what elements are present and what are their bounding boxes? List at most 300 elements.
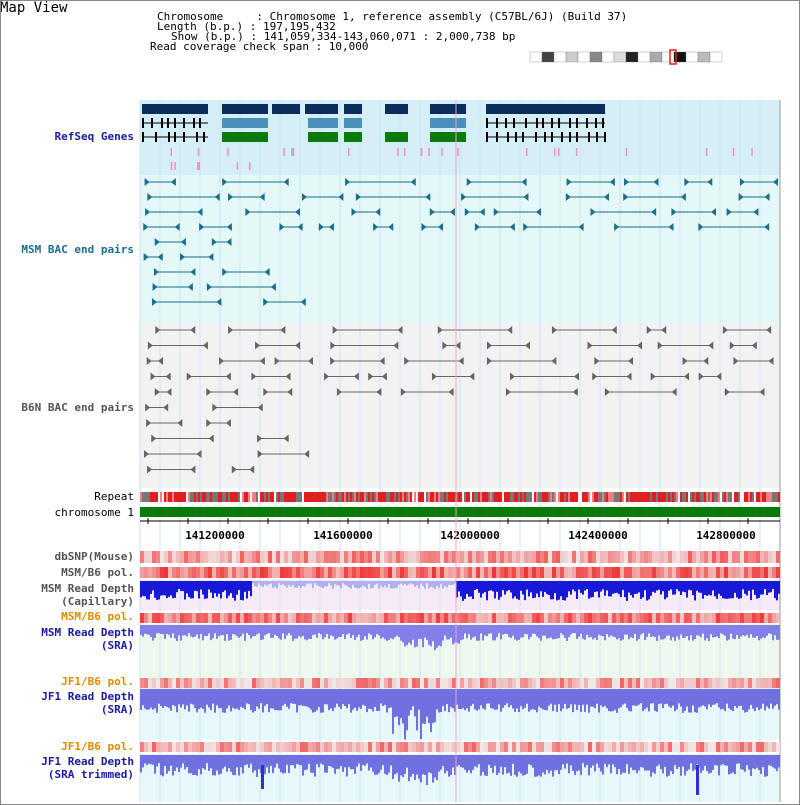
msm-depth-sra-bar xyxy=(244,625,246,641)
msm-depth-sra-bar xyxy=(724,625,726,636)
repeat-cell xyxy=(628,492,630,502)
jf1-depth-trim-bar xyxy=(458,755,460,765)
jf1-b6-pol-cell xyxy=(540,678,544,688)
msm-depth-sra-bar xyxy=(162,625,164,634)
jf1-depth-trim-bar xyxy=(584,755,586,767)
track-label-msm-bac[interactable]: MSM BAC end pairs xyxy=(21,243,134,256)
msm-depth-sra-bar xyxy=(190,625,192,636)
repeat-cell xyxy=(726,492,728,502)
jf1-depth-sra-bar xyxy=(354,689,356,708)
msm-b6-pol-2-cell xyxy=(768,613,772,623)
track-label-msm-b6-pol-2[interactable]: MSM/B6 pol. xyxy=(61,610,134,623)
dbsnp-cell xyxy=(160,551,164,563)
track-label-jf1-depth-trim-sub: (SRA trimmed) xyxy=(47,768,134,781)
jf1-depth-sra-bar xyxy=(766,689,768,707)
dbsnp-cell xyxy=(360,551,364,563)
jf1-depth-trim-bar xyxy=(536,755,538,776)
jf1-depth-trim-bar xyxy=(732,755,734,772)
msm-depth-sra-bar xyxy=(260,625,262,640)
jf1-depth-trim-bar xyxy=(238,755,240,776)
jf1-b6-pol-cell xyxy=(736,678,740,688)
repeat-cell xyxy=(606,492,608,502)
jf1-b6-pol-2-cell xyxy=(280,742,284,752)
jf1-depth-trim-bar xyxy=(630,755,632,768)
jf1-depth-sra-bar xyxy=(464,689,466,710)
dbsnp-cell xyxy=(660,551,664,563)
track-label-jf1-depth-sra[interactable]: JF1 Read Depth xyxy=(41,690,134,703)
msm-b6-pol-cell xyxy=(692,567,696,578)
repeat-cell xyxy=(546,492,548,502)
jf1-b6-pol-cell xyxy=(480,678,484,688)
repeat-cell xyxy=(686,492,688,502)
jf1-depth-sra-bar xyxy=(656,689,658,712)
dbsnp-cell xyxy=(328,551,332,563)
jf1-b6-pol-2-cell xyxy=(548,742,552,752)
jf1-b6-pol-2-cell xyxy=(584,742,588,752)
msm-depth-sra-bar xyxy=(358,625,360,635)
jf1-b6-pol-cell xyxy=(700,678,704,688)
msm-b6-pol-cell xyxy=(188,567,192,578)
dbsnp-cell xyxy=(296,551,300,563)
jf1-depth-sra-bar xyxy=(294,689,296,704)
msm-b6-pol-cell xyxy=(576,567,580,578)
msm-depth-cap-bar xyxy=(574,581,576,591)
repeat-cell xyxy=(172,492,174,502)
jf1-depth-trim-bar xyxy=(220,755,222,774)
refseq-tick xyxy=(291,148,293,156)
jf1-depth-trim-bar xyxy=(278,755,280,769)
gene-block xyxy=(385,132,408,142)
gene-exon xyxy=(196,132,198,142)
msm-depth-sra-bar xyxy=(300,625,302,637)
jf1-depth-trim-bar xyxy=(490,755,492,768)
jf1-depth-sra-bar xyxy=(460,689,462,709)
msm-depth-sra-bar xyxy=(700,625,702,637)
dbsnp-cell xyxy=(276,551,280,563)
msm-depth-sra-bar xyxy=(744,625,746,636)
msm-depth-sra-bar xyxy=(572,625,574,633)
dbsnp-cell xyxy=(464,551,468,563)
msm-b6-pol-2-cell xyxy=(576,613,580,623)
jf1-depth-sra-bar xyxy=(446,689,448,704)
msm-b6-pol-2-cell xyxy=(456,613,460,623)
jf1-b6-pol-2-cell xyxy=(152,742,156,752)
msm-depth-cap-bar xyxy=(184,581,186,599)
dbsnp-cell xyxy=(700,551,704,563)
msm-depth-sra-bar xyxy=(400,625,402,641)
msm-b6-pol-cell xyxy=(448,567,452,578)
msm-b6-pol-2-cell xyxy=(328,613,332,623)
repeat-cell xyxy=(368,492,370,502)
msm-depth-cap-bar xyxy=(742,581,744,589)
msm-depth-sra-bar xyxy=(532,625,534,634)
jf1-depth-sra-bar xyxy=(150,689,152,708)
msm-depth-cap-bar xyxy=(700,581,702,593)
repeat-cell xyxy=(466,492,468,502)
jf1-b6-pol-cell xyxy=(272,678,276,688)
msm-depth-cap-bar xyxy=(532,581,534,598)
msm-depth-cap-bar xyxy=(264,581,266,585)
msm-depth-cap-bar xyxy=(294,581,296,588)
msm-depth-cap-bar xyxy=(290,581,292,587)
jf1-depth-trim-bar xyxy=(726,755,728,766)
jf1-depth-trim-bar xyxy=(404,755,406,774)
jf1-depth-trim-bar xyxy=(500,755,502,767)
msm-b6-pol-2-cell xyxy=(268,613,272,623)
gene-block xyxy=(430,104,466,114)
msm-depth-sra-bar xyxy=(304,625,306,639)
msm-depth-cap-bar xyxy=(730,581,732,598)
jf1-b6-pol-cell xyxy=(316,678,320,688)
jf1-depth-sra-bar xyxy=(428,689,430,723)
msm-b6-pol-2-cell xyxy=(448,613,452,623)
refseq-tick xyxy=(283,148,285,156)
jf1-depth-trim-bar xyxy=(406,755,408,768)
jf1-depth-sra-bar xyxy=(184,689,186,709)
jf1-depth-trim-bar xyxy=(550,755,552,771)
repeat-cell xyxy=(480,492,482,502)
msm-b6-pol-2-cell xyxy=(452,613,456,623)
jf1-depth-sra-bar xyxy=(244,689,246,709)
msm-depth-sra-bar xyxy=(698,625,700,636)
jf1-b6-pol-cell xyxy=(484,678,488,688)
jf1-depth-sra-bar xyxy=(674,689,676,711)
track-label-dbsnp[interactable]: dbSNP(Mouse) xyxy=(54,550,134,563)
track-label-jf1-b6-pol[interactable]: JF1/B6 pol. xyxy=(61,675,134,688)
msm-b6-pol-cell xyxy=(604,567,608,578)
msm-b6-pol-cell xyxy=(700,567,704,578)
jf1-depth-sra-bar xyxy=(700,689,702,706)
msm-depth-cap-bar xyxy=(440,581,442,584)
msm-depth-cap-bar xyxy=(606,581,608,590)
ideogram-band xyxy=(566,52,578,62)
jf1-depth-sra-bar xyxy=(194,689,196,708)
msm-b6-pol-cell xyxy=(680,567,684,578)
repeat-cell xyxy=(518,492,520,502)
jf1-depth-trim-bar xyxy=(702,755,704,770)
jf1-b6-pol-cell xyxy=(496,678,500,688)
msm-depth-cap-bar xyxy=(480,581,482,597)
msm-b6-pol-2-cell xyxy=(492,613,496,623)
jf1-b6-pol-cell xyxy=(668,678,672,688)
dbsnp-cell xyxy=(352,551,356,563)
msm-depth-cap-bar xyxy=(396,581,398,588)
msm-b6-pol-2-cell xyxy=(160,613,164,623)
msm-depth-cap-bar xyxy=(554,581,556,593)
jf1-b6-pol-2-cell xyxy=(312,742,316,752)
jf1-b6-pol-2-cell xyxy=(188,742,192,752)
jf1-b6-pol-2-cell xyxy=(528,742,532,752)
msm-b6-pol-cell xyxy=(556,567,560,578)
jf1-b6-pol-2-cell xyxy=(756,742,760,752)
dbsnp-cell xyxy=(384,551,388,563)
msm-b6-pol-2-cell xyxy=(424,613,428,623)
jf1-b6-pol-2-cell xyxy=(772,742,776,752)
repeat-cell xyxy=(772,492,774,502)
jf1-b6-pol-cell xyxy=(732,678,736,688)
repeat-cell xyxy=(312,492,314,502)
jf1-depth-trim-bar xyxy=(742,755,744,770)
repeat-cell xyxy=(576,492,578,502)
jf1-b6-pol-cell xyxy=(328,678,332,688)
jf1-depth-sra-bar xyxy=(612,689,614,711)
jf1-depth-sra-bar xyxy=(358,689,360,707)
msm-depth-cap-bar xyxy=(276,581,278,589)
repeat-cell xyxy=(442,492,444,502)
msm-depth-sra-bar xyxy=(196,625,198,634)
msm-depth-sra-bar xyxy=(618,625,620,638)
jf1-b6-pol-2-cell xyxy=(552,742,556,752)
msm-b6-pol-2-cell xyxy=(348,613,352,623)
jf1-depth-trim-bar xyxy=(578,755,580,770)
jf1-b6-pol-cell xyxy=(756,678,760,688)
repeat-cell xyxy=(318,492,320,502)
dbsnp-cell xyxy=(776,551,780,563)
msm-depth-sra-bar xyxy=(356,625,358,637)
jf1-depth-sra-bar xyxy=(772,689,774,709)
repeat-cell xyxy=(724,492,726,502)
msm-depth-sra-bar xyxy=(484,625,486,636)
msm-b6-pol-2-cell xyxy=(240,613,244,623)
msm-depth-sra-bar xyxy=(404,625,406,646)
jf1-b6-pol-cell xyxy=(344,678,348,688)
dbsnp-cell xyxy=(492,551,496,563)
msm-depth-cap-bar xyxy=(756,581,758,599)
msm-depth-cap-bar xyxy=(392,581,394,589)
jf1-depth-sra-bar xyxy=(752,689,754,709)
repeat-cell xyxy=(550,492,552,502)
msm-b6-pol-2-cell xyxy=(260,613,264,623)
msm-b6-pol-2-cell xyxy=(360,613,364,623)
jf1-depth-trim-bar xyxy=(352,755,354,769)
msm-depth-cap-bar xyxy=(622,581,624,590)
msm-b6-pol-2-cell xyxy=(172,613,176,623)
jf1-b6-pol-cell xyxy=(236,678,240,688)
jf1-b6-pol-2-cell xyxy=(692,742,696,752)
msm-depth-sra-bar xyxy=(524,625,526,634)
jf1-depth-trim-bar xyxy=(684,755,686,775)
dbsnp-cell xyxy=(716,551,720,563)
msm-depth-sra-bar xyxy=(630,625,632,637)
jf1-b6-pol-cell xyxy=(252,678,256,688)
jf1-depth-trim-bar xyxy=(432,755,434,783)
msm-b6-pol-cell xyxy=(564,567,568,578)
jf1-depth-trim-bar xyxy=(602,755,604,775)
msm-b6-pol-2-cell xyxy=(288,613,292,623)
msm-b6-pol-2-cell xyxy=(648,613,652,623)
jf1-depth-trim-bar xyxy=(198,755,200,769)
jf1-depth-sra-bar xyxy=(574,689,576,704)
msm-depth-cap-bar xyxy=(566,581,568,597)
dbsnp-cell xyxy=(444,551,448,563)
repeat-cell xyxy=(472,492,474,502)
repeat-cell xyxy=(672,492,674,502)
jf1-b6-pol-cell xyxy=(692,678,696,688)
msm-depth-sra-bar xyxy=(522,625,524,637)
msm-b6-pol-2-cell xyxy=(468,613,472,623)
msm-depth-sra-bar xyxy=(384,625,386,639)
repeat-cell xyxy=(314,492,316,502)
jf1-depth-trim-bar xyxy=(190,755,192,773)
jf1-b6-pol-cell xyxy=(616,678,620,688)
jf1-b6-pol-cell xyxy=(164,678,168,688)
msm-depth-cap-bar xyxy=(594,581,596,592)
jf1-depth-trim-bar xyxy=(776,755,778,771)
jf1-depth-trim-bar xyxy=(706,755,708,771)
jf1-depth-sra-bar xyxy=(542,689,544,710)
repeat-cell xyxy=(728,492,730,502)
jf1-depth-trim-bar xyxy=(206,755,208,763)
dbsnp-cell xyxy=(596,551,600,563)
jf1-depth-sra-bar xyxy=(342,689,344,704)
dbsnp-cell xyxy=(400,551,404,563)
repeat-cell xyxy=(594,492,596,502)
repeat-cell xyxy=(530,492,532,502)
track-label-msm-depth-cap-sub: (Capillary) xyxy=(61,595,134,608)
gene-exon xyxy=(507,132,509,142)
jf1-depth-trim-bar xyxy=(340,755,342,766)
msm-depth-sra-bar xyxy=(738,625,740,639)
msm-b6-pol-cell xyxy=(304,567,308,578)
jf1-b6-pol-2-cell xyxy=(196,742,200,752)
msm-depth-sra-bar xyxy=(712,625,714,637)
repeat-cell xyxy=(208,492,210,502)
msm-depth-sra-bar xyxy=(750,625,752,634)
jf1-b6-pol-cell xyxy=(380,678,384,688)
msm-b6-pol-2-cell xyxy=(708,613,712,623)
track-label-b6n-bac[interactable]: B6N BAC end pairs xyxy=(21,401,134,414)
msm-b6-pol-2-cell xyxy=(256,613,260,623)
jf1-depth-trim-bar xyxy=(648,755,650,771)
dbsnp-cell xyxy=(344,551,348,563)
jf1-depth-sra-bar xyxy=(568,689,570,708)
dbsnp-cell xyxy=(388,551,392,563)
jf1-b6-pol-cell xyxy=(212,678,216,688)
jf1-depth-sra-bar xyxy=(480,689,482,705)
repeat-cell xyxy=(690,492,692,502)
msm-b6-pol-cell xyxy=(432,567,436,578)
jf1-depth-sra-bar xyxy=(696,689,698,713)
jf1-depth-trim-bar xyxy=(436,755,438,780)
msm-b6-pol-2-cell xyxy=(504,613,508,623)
jf1-b6-pol-2-cell xyxy=(360,742,364,752)
msm-depth-cap-bar xyxy=(356,581,358,588)
msm-depth-cap-bar xyxy=(474,581,476,590)
msm-depth-cap-bar xyxy=(366,581,368,589)
jf1-depth-trim-bar xyxy=(670,755,672,771)
jf1-b6-pol-2-cell xyxy=(328,742,332,752)
track-label-repeat[interactable]: Repeat xyxy=(94,490,134,503)
msm-depth-cap-bar xyxy=(478,581,480,593)
jf1-b6-pol-cell xyxy=(224,678,228,688)
msm-depth-sra-bar xyxy=(452,625,454,644)
jf1-depth-trim-bar xyxy=(414,755,416,780)
track-label-msm-depth-cap[interactable]: MSM Read Depth xyxy=(41,582,134,595)
jf1-depth-trim-bar xyxy=(280,755,282,772)
jf1-depth-sra-bar xyxy=(466,689,468,708)
dbsnp-cell xyxy=(396,551,400,563)
gene-exon xyxy=(551,132,553,142)
jf1-depth-trim-bar xyxy=(520,755,522,773)
msm-depth-cap-bar xyxy=(504,581,506,595)
dbsnp-cell xyxy=(484,551,488,563)
msm-depth-cap-bar xyxy=(374,581,376,585)
msm-b6-pol-cell xyxy=(288,567,292,578)
jf1-b6-pol-cell xyxy=(764,678,768,688)
jf1-b6-pol-2-cell xyxy=(336,742,340,752)
jf1-b6-pol-cell xyxy=(708,678,712,688)
msm-depth-cap-bar xyxy=(632,581,634,598)
track-label-msm-b6-pol[interactable]: MSM/B6 pol. xyxy=(61,566,134,579)
jf1-b6-pol-cell xyxy=(476,678,480,688)
jf1-b6-pol-cell xyxy=(444,678,448,688)
jf1-b6-pol-cell xyxy=(416,678,420,688)
jf1-depth-sra-bar xyxy=(588,689,590,713)
repeat-cell xyxy=(560,492,562,502)
refseq-tick xyxy=(174,162,176,170)
jf1-depth-trim-bar xyxy=(724,755,726,765)
dbsnp-cell xyxy=(764,551,768,563)
axis-tick-label: 142400000 xyxy=(568,529,628,542)
jf1-b6-pol-cell xyxy=(532,678,536,688)
gene-exon xyxy=(142,118,144,128)
jf1-depth-trim-bar xyxy=(466,755,468,773)
repeat-cell xyxy=(534,492,536,502)
msm-depth-sra-bar xyxy=(266,625,268,634)
msm-b6-pol-2-cell xyxy=(524,613,528,623)
msm-depth-sra-bar xyxy=(290,625,292,635)
jf1-depth-sra-bar xyxy=(560,689,562,711)
repeat-cell xyxy=(748,492,750,502)
repeat-cell xyxy=(392,492,394,502)
msm-depth-cap-bar xyxy=(186,581,188,593)
jf1-depth-sra-bar xyxy=(236,689,238,708)
jf1-depth-sra-bar xyxy=(200,689,202,708)
msm-depth-sra-bar xyxy=(256,625,258,634)
jf1-depth-trim-bar xyxy=(214,755,216,775)
repeat-cell xyxy=(500,492,502,502)
repeat-cell xyxy=(412,492,414,502)
track-label-jf1-b6-pol-2[interactable]: JF1/B6 pol. xyxy=(61,740,134,753)
msm-depth-sra-bar xyxy=(746,625,748,635)
msm-b6-pol-2-cell xyxy=(776,613,780,623)
msm-b6-pol-cell xyxy=(152,567,156,578)
track-label-msm-depth-sra[interactable]: MSM Read Depth xyxy=(41,626,134,639)
msm-depth-sra-bar xyxy=(310,625,312,639)
track-label-jf1-depth-trim[interactable]: JF1 Read Depth xyxy=(41,755,134,768)
msm-depth-sra-bar xyxy=(426,625,428,640)
dbsnp-cell xyxy=(268,551,272,563)
repeat-cell xyxy=(746,492,748,502)
jf1-depth-trim-bar xyxy=(560,755,562,770)
repeat-cell xyxy=(304,492,306,502)
repeat-cell xyxy=(266,492,268,502)
msm-b6-pol-2-cell xyxy=(232,613,236,623)
msm-depth-sra-bar xyxy=(504,625,506,634)
dbsnp-cell xyxy=(548,551,552,563)
msm-b6-pol-2-cell xyxy=(680,613,684,623)
jf1-depth-sra-bar xyxy=(664,689,666,704)
msm-b6-pol-cell xyxy=(728,567,732,578)
dbsnp-cell xyxy=(180,551,184,563)
jf1-b6-pol-2-cell xyxy=(364,742,368,752)
jf1-depth-sra-bar xyxy=(552,689,554,711)
jf1-depth-sra-bar xyxy=(476,689,478,711)
jf1-b6-pol-cell xyxy=(140,678,144,688)
track-label-refseq[interactable]: RefSeq Genes xyxy=(54,130,134,143)
msm-b6-pol-2-cell xyxy=(252,613,256,623)
jf1-b6-pol-2-cell xyxy=(284,742,288,752)
